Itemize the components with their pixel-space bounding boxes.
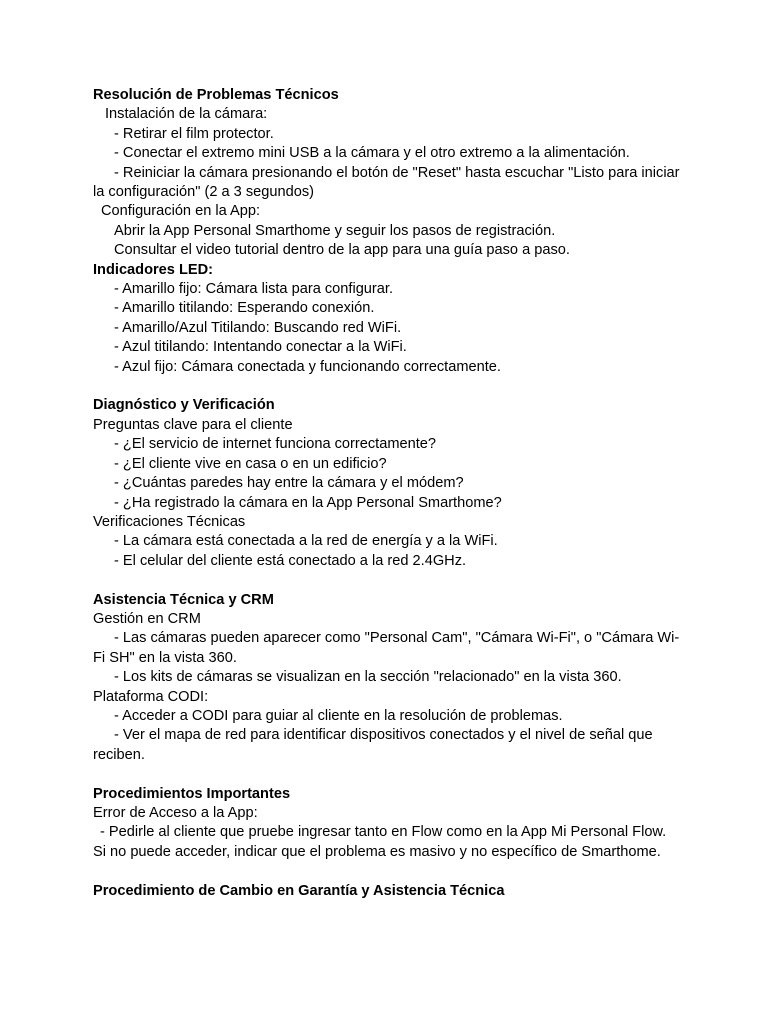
crm-item: - Los kits de cámaras se visualizan en la sección "relacionado" en la vista 360. (114, 669, 622, 686)
spacer (93, 862, 683, 881)
install-step: - Conectar el extremo mini USB a la cámara y el otro extremo a la alimentación. (114, 145, 630, 162)
document-body (93, 86, 683, 901)
access-error-text: - Pedirle al cliente que pruebe ingresar tanto en Flow como en la App Mi Personal Flow. Si no puede acceder, indicar que el problema es masivo y no específico de Smarthome. (93, 824, 671, 860)
section-title-procedures: Procedimientos Importantes (93, 785, 291, 802)
codi-item: - Ver el mapa de red para identificar dispositivos conectados y el nivel de señal que reciben. (93, 727, 657, 763)
install-step: - Retirar el film protector. (114, 125, 274, 142)
app-config-step: Consultar el video tutorial dentro de la app para una guía paso a paso. (114, 242, 570, 259)
crm-item: - Las cámaras pueden aparecer como "Personal Cam", "Cámara Wi-Fi", o "Cámara Wi-Fi SH" en la vista 360. (93, 630, 680, 666)
section-title-led: Indicadores LED: (93, 261, 214, 278)
subheading-checks: Verificaciones Técnicas (93, 513, 246, 530)
section-title-troubleshooting: Resolución de Problemas Técnicos (93, 87, 339, 103)
led-item: - Amarillo fijo: Cámara lista para configurar. (114, 281, 394, 298)
spacer (93, 765, 683, 784)
question-item: - ¿El servicio de internet funciona correctamente? (114, 436, 437, 453)
subheading-camera-install: Instalación de la cámara: (105, 106, 268, 123)
question-item: - ¿Ha registrado la cámara en la App Personal Smarthome? (114, 494, 502, 511)
section-title-warranty: Procedimiento de Cambio en Garantía y Asistencia Técnica (93, 882, 505, 899)
led-item: - Azul fijo: Cámara conectada y funcionando correctamente. (114, 358, 501, 375)
subheading-questions: Preguntas clave para el cliente (93, 416, 293, 433)
led-item: - Amarillo titilando: Esperando conexión. (114, 300, 375, 317)
spacer (93, 377, 683, 396)
install-step: - Reiniciar la cámara presionando el botón de "Reset" hasta escuchar "Listo para iniciar la configuración" (2 a 3 segundos) (93, 164, 684, 201)
subheading-codi: Plataforma CODI: (93, 688, 209, 705)
led-item: - Amarillo/Azul Titilando: Buscando red WiFi. (114, 319, 402, 336)
section-title-support: Asistencia Técnica y CRM (93, 591, 274, 608)
subheading-crm: Gestión en CRM (93, 610, 201, 627)
check-item: - La cámara está conectada a la red de energía y a la WiFi. (114, 533, 498, 550)
section-title-diagnostics: Diagnóstico y Verificación (93, 397, 275, 414)
led-item: - Azul titilando: Intentando conectar a la WiFi. (114, 339, 407, 356)
check-item: - El celular del cliente está conectado a la red 2.4GHz. (114, 552, 467, 569)
question-item: - ¿El cliente vive en casa o en un edificio? (114, 455, 387, 472)
question-item: - ¿Cuántas paredes hay entre la cámara y el módem? (114, 475, 464, 492)
subheading-access-error: Error de Acceso a la App: (93, 804, 258, 821)
codi-item: - Acceder a CODI para guiar al cliente en la resolución de problemas. (114, 707, 563, 724)
spacer (93, 571, 683, 590)
subheading-app-config: Configuración en la App: (101, 203, 261, 220)
app-config-step: Abrir la App Personal Smarthome y seguir los pasos de registración. (114, 222, 556, 239)
